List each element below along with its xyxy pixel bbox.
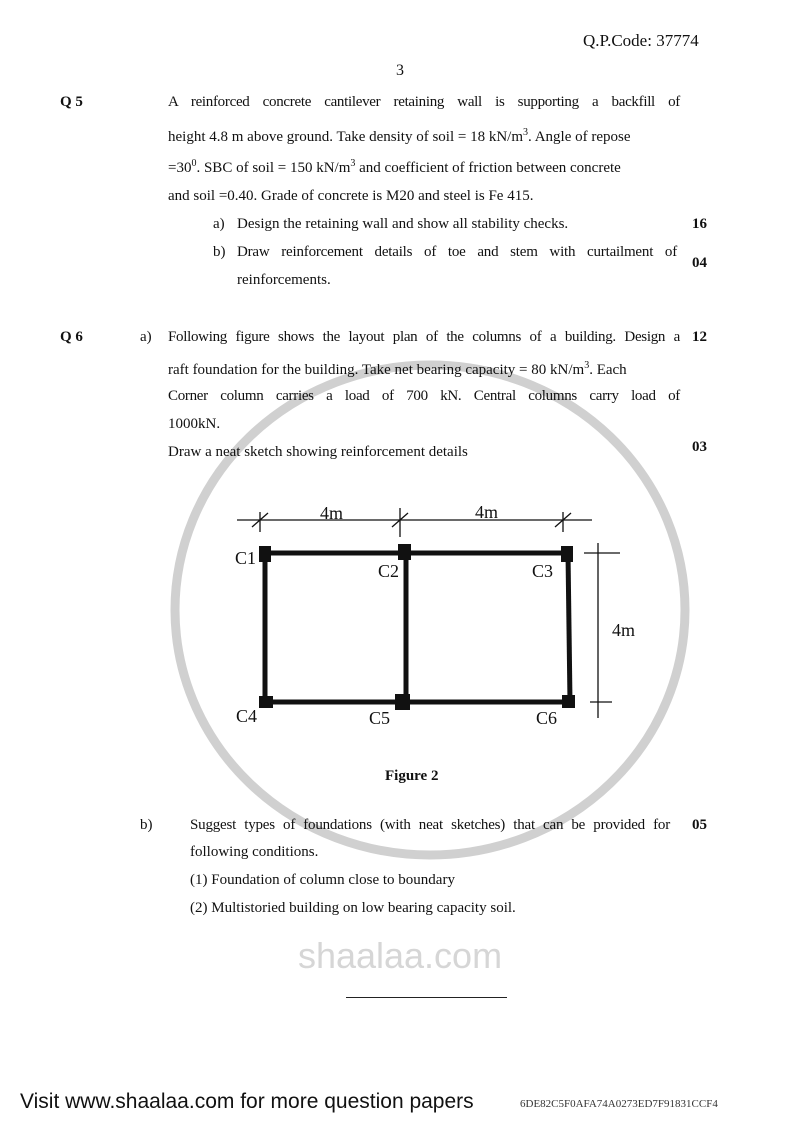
q6-a-marks: 12 <box>692 329 707 345</box>
q5-b-text: Draw reinforcement details of toe and stem with curtailment of <box>237 244 677 260</box>
text: . Angle of repose <box>528 129 631 145</box>
column-c6 <box>562 695 575 708</box>
q6-sketch-marks: 03 <box>692 439 707 455</box>
dim-top-left: 4m <box>320 503 344 523</box>
q5-b-text-2: reinforcements. <box>237 272 331 288</box>
column-c2 <box>398 544 411 560</box>
q5-label: Q 5 <box>60 94 83 110</box>
text: height 4.8 m above ground. Take density of soil = 18 kN/m <box>168 129 524 145</box>
q5-b-marks: 04 <box>692 255 707 271</box>
footer-visit-link[interactable]: Visit www.shaalaa.com for more question papers <box>20 1090 474 1113</box>
q5-b-label: b) <box>213 244 226 260</box>
text: . SBC of soil = 150 kN/m <box>196 160 351 176</box>
figure-caption: Figure 2 <box>385 768 439 784</box>
text: and coefficient of friction between concrete <box>355 160 621 176</box>
q6-b-marks: 05 <box>692 817 707 833</box>
q5-line-4: and soil =0.40. Grade of concrete is M20 and steel is Fe 415. <box>168 188 534 204</box>
label-c3: C3 <box>532 561 554 581</box>
page-number: 3 <box>396 62 404 79</box>
footer-hash: 6DE82C5F0AFA74A0273ED7F91831CCF4 <box>520 1098 718 1110</box>
q6-a-line-1: Following figure shows the layout plan of the columns of a building. Design a <box>168 329 680 345</box>
superscript: 3 <box>584 360 590 371</box>
label-c5: C5 <box>369 708 391 728</box>
label-c1: C1 <box>235 548 257 568</box>
label-c6: C6 <box>536 708 558 728</box>
watermark-text: shaalaa.com <box>297 935 503 976</box>
q6-b-line-3: (1) Foundation of column close to boundary <box>190 872 455 888</box>
q5-a-label: a) <box>213 216 225 232</box>
q6-a-line-3: Corner column carries a load of 700 kN. Central columns carry load of <box>168 388 680 404</box>
q6-a-line-4: 1000kN. <box>168 416 221 432</box>
superscript: 3 <box>350 158 356 169</box>
column-c4 <box>259 696 273 708</box>
q6-sketch-text: Draw a neat sketch showing reinforcement details <box>168 444 468 460</box>
q6-a-label: a) <box>140 329 152 345</box>
text: raft foundation for the building. Take net bearing capacity = 80 kN/m <box>168 362 585 378</box>
superscript: 3 <box>523 127 529 138</box>
column-c5 <box>395 694 410 710</box>
beams <box>265 553 570 702</box>
columns <box>259 544 575 710</box>
text: . Each <box>589 362 627 378</box>
qp-code: Q.P.Code: 37774 <box>583 31 699 50</box>
end-divider <box>346 997 507 998</box>
label-c4: C4 <box>236 706 258 726</box>
column-c3 <box>561 546 573 562</box>
text: =30 <box>168 160 192 176</box>
q5-a-marks: 16 <box>692 216 707 232</box>
q5-a-text: Design the retaining wall and show all stability checks. <box>237 216 569 232</box>
dimension-lines <box>237 508 620 718</box>
q6-b-label: b) <box>140 817 153 833</box>
column-c1 <box>259 546 271 562</box>
q5-line-1: A reinforced concrete cantilever retaining wall is supporting a backfill of <box>168 94 680 110</box>
q6-label: Q 6 <box>60 329 83 345</box>
q6-b-line-1: Suggest types of foundations (with neat sketches) that can be provided for <box>190 817 670 833</box>
dim-right: 4m <box>612 620 636 640</box>
q6-b-line-2: following conditions. <box>190 844 319 860</box>
label-c2: C2 <box>378 561 400 581</box>
dim-top-right: 4m <box>475 502 499 522</box>
q6-b-line-4: (2) Multistoried building on low bearing capacity soil. <box>190 900 516 916</box>
superscript: 0 <box>191 158 197 169</box>
